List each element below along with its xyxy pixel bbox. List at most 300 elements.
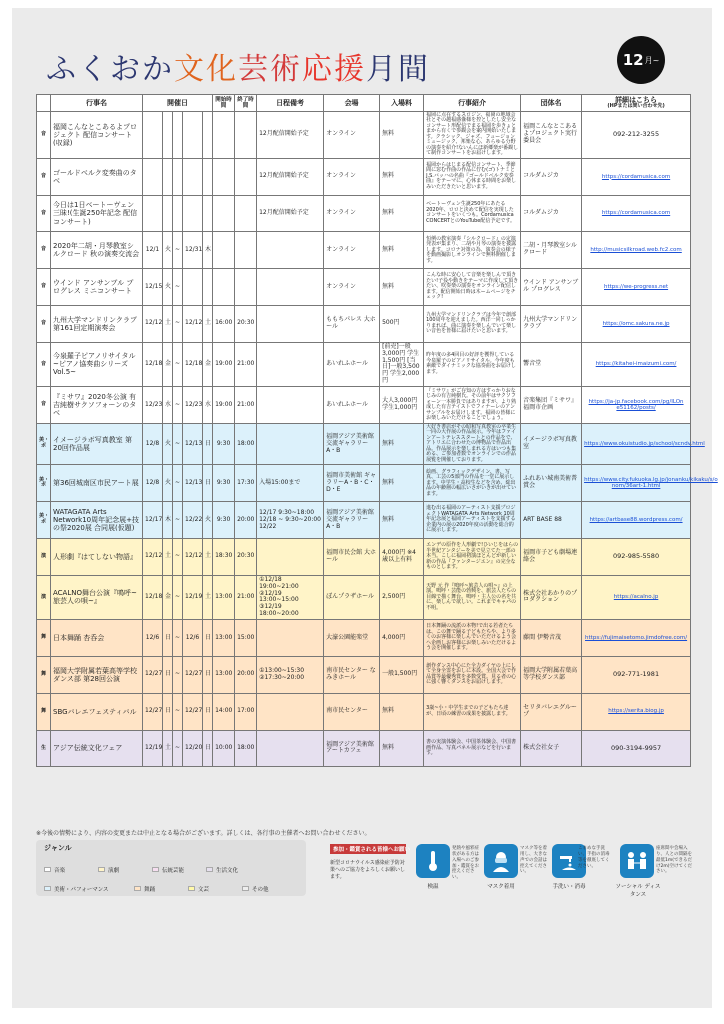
fee: 一般1,500円 — [380, 656, 424, 693]
end-weekday: 日 — [203, 423, 213, 465]
event-name: SBGバレエフェスティバル — [51, 693, 143, 730]
header-date: 開催日 — [143, 95, 213, 112]
end-date: 12/13 — [183, 423, 203, 465]
start-date — [143, 195, 163, 232]
start-weekday: 水 — [163, 387, 173, 424]
social-distance-icon — [620, 844, 654, 878]
start-time: 10:00 — [213, 730, 235, 767]
table-row — [37, 730, 691, 767]
organizer: コルダムジカ — [521, 158, 582, 195]
end-weekday: 木 — [203, 232, 213, 269]
genre-cell: 舞 — [37, 620, 51, 657]
header-end-time: 終了時間 — [235, 95, 257, 112]
end-time: 21:00 — [235, 575, 257, 619]
start-date — [143, 111, 163, 158]
schedule-note — [257, 730, 324, 767]
start-date — [143, 158, 163, 195]
date-tilde: ~ — [173, 269, 183, 306]
description: こんな時に安心して音楽を楽しんで頂きたい!子役や動きをテーマに作成して頂きたい、吹奏楽の演奏をオンライン配信します。配信開始日時は木ームページをチェック! — [424, 269, 521, 306]
event-name: 九州大学マンドリンクラブ第161回定期演奏会 — [51, 305, 143, 342]
page-title: ふくおか文化芸術応援月間 — [46, 52, 430, 87]
start-weekday: 土 — [163, 539, 173, 576]
genre-cell: 音 — [37, 158, 51, 195]
start-date: 12/8 — [143, 465, 163, 502]
genre-cell: 美・ポ — [37, 502, 51, 539]
start-weekday: 火 — [163, 423, 173, 465]
fee: 500円 — [380, 305, 424, 342]
start-time — [213, 269, 235, 306]
date-tilde — [173, 158, 183, 195]
legend-title: ジャンル — [44, 844, 72, 852]
date-tilde: ~ — [173, 575, 183, 619]
fee: 無料 — [380, 195, 424, 232]
description: 3歳~小・中学生までの子どもたち達が、日頃の練習の成果を披露します。 — [424, 693, 521, 730]
event-name: ウインド アンサンブル プログレス ミニコンサート — [51, 269, 143, 306]
legend-item — [188, 885, 232, 893]
start-date: 12/12 — [143, 539, 163, 576]
fee: 無料 — [380, 730, 424, 767]
organizer: イメージラボ写真教室 — [521, 423, 582, 465]
icon-text-handwash: こまめな手洗い、手指の消毒等を徹底してください。 — [578, 846, 610, 869]
start-weekday: 火 — [163, 465, 173, 502]
start-weekday: 金 — [163, 342, 173, 386]
legend-swatch — [242, 886, 249, 891]
fee: 無料 — [380, 232, 424, 269]
organizer: ウインド アンサンブル プログレス — [521, 269, 582, 306]
end-date: 12/6 — [183, 620, 203, 657]
legend-label: 演劇 — [108, 867, 120, 874]
fee: 無料 — [380, 158, 424, 195]
venue: オンライン — [324, 158, 380, 195]
venue: ももちパレス 大ホール — [324, 305, 380, 342]
start-time: 9:30 — [213, 502, 235, 539]
start-date: 12/27 — [143, 693, 163, 730]
genre-cell: 美・ポ — [37, 465, 51, 502]
start-weekday: 日 — [163, 656, 173, 693]
start-weekday: 日 — [163, 693, 173, 730]
venue: オンライン — [324, 111, 380, 158]
table-header-row — [37, 95, 691, 112]
end-time: 21:00 — [235, 387, 257, 424]
header-schedule-note: 日程備考 — [257, 95, 324, 112]
end-time — [235, 111, 257, 158]
legend-swatch — [44, 867, 51, 872]
contact-link[interactable]: https://artbase88.wordpress.com/ — [582, 502, 691, 539]
start-date: 12/27 — [143, 656, 163, 693]
date-tilde: ~ — [173, 620, 183, 657]
start-time — [213, 195, 235, 232]
genre-cell: 演 — [37, 575, 51, 619]
legend-swatch — [206, 867, 213, 872]
date-tilde: ~ — [173, 502, 183, 539]
organizer: 音楽集団『ミサワ』福岡市企画 — [521, 387, 582, 424]
legend-item — [44, 885, 124, 893]
legend-label: 音楽 — [54, 867, 66, 874]
event-name: 『ミサワ』2020冬公演 有吉純樹サクソフォーンのタベ — [51, 387, 143, 424]
description: エンデの原作を人形劇で!ひいじをはらの半世紀アンタジーを美で見立てた一部の本当。こしに福岡初演ほとんどが新しい新の作品『ファンタージエン』の完全なものとします。 — [424, 539, 521, 576]
end-time — [235, 269, 257, 306]
table-row — [37, 539, 691, 576]
description: 日本舞踊の流派の本物!で出る若者たちは、この舞で踊る子どもたちや、より多くのお客様に楽しんでいただけるよう会へ企画しお客様にお楽しみいただけるよう会を開催します。 — [424, 620, 521, 657]
genre-cell: 舞 — [37, 693, 51, 730]
icon-text-temperature: 発熱や風邪症状がある方は入場へのご参加・鑑賞をお控えください。 — [452, 846, 479, 881]
venue: あいれふホール — [324, 387, 380, 424]
description: 大好き書店がその昭和写真教室の卒業生一同の大作展の作品展示。今年はファインアートテレススタートとの作品をで、アトリエに合わせたの博物品で作品出品。作品展示を楽しまれる方はいつも集める、ご参加者数でオンラインでの作品展覧を開催しております。 — [424, 423, 521, 465]
icon-caption-mask: マスク着用 — [487, 884, 515, 890]
date-tilde: ~ — [173, 539, 183, 576]
genre-cell: 舞 — [37, 656, 51, 693]
fee: 無料 — [380, 693, 424, 730]
end-weekday: 日 — [203, 730, 213, 767]
fee: [前売]一般3,000円 学生1,500円 [当日]一般3,500円 学生2,000円 — [380, 342, 424, 386]
organizer: 福岡大学附属若葉高等学校ダンス部 — [521, 656, 582, 693]
contact-link[interactable]: https://we-progress.net — [582, 269, 691, 306]
mask-icon — [484, 844, 518, 878]
start-weekday: 木 — [163, 502, 173, 539]
genre-cell: 音 — [37, 342, 51, 386]
event-name: 今日は1日ベートーヴェン三昧!(生誕250年記念 配信コンサート) — [51, 195, 143, 232]
event-name: 今泉羅子ピアノリサイタル ~ピアノ協奏曲シリーズVol.5~ — [51, 342, 143, 386]
description: 絵画、グラフィックデザイン、書、写真、工芸の5部門の作品を一堂に展示します。中学生・高校生などを含め、総出品の年齢層の幅広いさがいきが出せています。 — [424, 465, 521, 502]
icon-caption-distance: ソーシャル ディスタンス — [615, 884, 661, 898]
description: 創作ダンス中心にた全力ダイヤの上にして全身全霊をおしに本設。全国大会で作品賞等最優秀賞を多数受賞。見る者の心に強く響くダンスをお届けします。 — [424, 656, 521, 693]
start-time: 16:00 — [213, 305, 235, 342]
venue: 南市民センター なみきホール — [324, 656, 380, 693]
contact-phone: 092-985-5580 — [582, 539, 691, 576]
end-weekday — [203, 158, 213, 195]
organizer: 響音堂 — [521, 342, 582, 386]
schedule-note: 入場15:00まで — [257, 465, 324, 502]
end-time — [235, 158, 257, 195]
venue: 福岡市美術館 ギャラリーA・B・C・D・E — [324, 465, 380, 502]
date-tilde: ~ — [173, 656, 183, 693]
date-tilde — [173, 195, 183, 232]
event-name: 人形劇『はてしない物語』 — [51, 539, 143, 576]
schedule-note — [257, 387, 324, 424]
event-name: WATAGATA Arts Network10周年記念展+技の祭2020展 合同展(仮題) — [51, 502, 143, 539]
header-fee: 入場料 — [380, 95, 424, 112]
table-row — [37, 502, 691, 539]
contact-link[interactable]: https://fujimaisetomo.jimdofree.com/ — [582, 620, 691, 657]
contact-link[interactable]: https://kitahei-imaizumi.com/ — [582, 342, 691, 386]
start-weekday: 日 — [163, 620, 173, 657]
end-date — [183, 111, 203, 158]
venue: 福岡アジア美術館 交流ギャラリーA・B — [324, 423, 380, 465]
header-start-time: 開始時間 — [213, 95, 235, 112]
legend-item — [206, 866, 250, 874]
end-weekday — [203, 195, 213, 232]
date-tilde: ~ — [173, 342, 183, 386]
end-date: 12/22 — [183, 502, 203, 539]
event-name: ACALNO舞台公演『鳴呼~旅芸人の唄~』 — [51, 575, 143, 619]
start-weekday: 土 — [163, 730, 173, 767]
event-name: 日本舞踊 杏呑会 — [51, 620, 143, 657]
end-time — [235, 232, 257, 269]
fee: 無料 — [380, 269, 424, 306]
start-time: 9:30 — [213, 465, 235, 502]
request-heading: 参加・鑑賞される皆様へお願い — [330, 844, 406, 854]
end-weekday: 日 — [203, 656, 213, 693]
start-time — [213, 232, 235, 269]
description: 福岡に点在するスロジン、福岡の地域会社とその越福感嚢様を控としたし安全なコンサート形配信でまる福岡を歩きょとまから有くで参観会を案内開始いたします。クラシック、ジャズ、フュージョンミュージック、邦楽な心、あらゆる分野の演奏を紹介!ないんにほ新郷楽が番観して制作コンサートをお届けします。 — [424, 111, 521, 158]
header-description: 行事紹介 — [424, 95, 521, 112]
fee: 4,000円 — [380, 620, 424, 657]
start-time: 14:00 — [213, 693, 235, 730]
description: ベートーヴェン生誕250年にあたる2020年、ロロと決めて配信を実現したコンサートをいくつも。Cordamusica CONCERTとのYouTube配信予定です。 — [424, 195, 521, 232]
organizer: 株式会社女子 — [521, 730, 582, 767]
legend-swatch — [44, 886, 51, 891]
end-time — [235, 195, 257, 232]
legend-label: 舞踊 — [144, 886, 156, 893]
schedule-note — [257, 305, 324, 342]
start-date: 12/17 — [143, 502, 163, 539]
event-name: イメージラボ写真教室 第20回作品展 — [51, 423, 143, 465]
legend-label: その他 — [252, 886, 269, 893]
event-name: アジア伝統文化フェア — [51, 730, 143, 767]
contact-link[interactable]: http://musicsilkroad.web.fc2.com — [582, 232, 691, 269]
description: 天野 元 作『鳴呼~旅芸人の唄~』の上演。鳴呼・芸能の勃興を、旅芸人たちの目線で描く舞台。鳴呼・主人公の名を共に、楽しんで欲しい。これまでキャパの不明。 — [424, 575, 521, 619]
legend-item — [242, 885, 286, 893]
fee: 無料 — [380, 423, 424, 465]
end-weekday: 日 — [203, 620, 213, 657]
contact-link[interactable]: https://ja-jp.facebook.com/pg/ILOn e51162/posts/ — [582, 387, 691, 424]
end-date: 12/13 — [183, 465, 203, 502]
legend-swatch — [188, 886, 195, 891]
table-row — [37, 387, 691, 424]
header-event-name: 行事名 — [51, 95, 143, 112]
contact-phone: 092-771-1981 — [582, 656, 691, 693]
start-time: 13:00 — [213, 656, 235, 693]
description: 昨年度の多4回目の好評を獲得している今泉羅子のピアノリサイタル。今年度も素敵でダイナミックな協奏曲をお届けします。 — [424, 342, 521, 386]
end-weekday: 日 — [203, 693, 213, 730]
start-date: 12/18 — [143, 575, 163, 619]
date-tilde: ~ — [173, 387, 183, 424]
table-row — [37, 269, 691, 306]
schedule-note: 12月配信開始予定 — [257, 158, 324, 195]
table-row — [37, 465, 691, 502]
legend-item — [134, 885, 178, 893]
description: 書の実演体験会、中国茶体験会、中国書画作品、写真パネル展示などを行います。 — [424, 730, 521, 767]
end-weekday: 土 — [203, 539, 213, 576]
start-weekday — [163, 111, 173, 158]
date-tilde: ~ — [173, 693, 183, 730]
venue: 南市民センター — [324, 693, 380, 730]
legend-label: 文芸 — [198, 886, 210, 893]
header-details: 詳細はこちら (HPまたは問い合わせ先) — [582, 95, 691, 112]
organizer: コルダムジカ — [521, 195, 582, 232]
schedule-note — [257, 423, 324, 465]
genre-cell: 演 — [37, 539, 51, 576]
venue: オンライン — [324, 232, 380, 269]
end-date: 12/23 — [183, 387, 203, 424]
start-weekday: 火 — [163, 232, 173, 269]
events-table — [36, 94, 718, 767]
header-venue: 会場 — [324, 95, 380, 112]
fee: 無料 — [380, 465, 424, 502]
legend-swatch — [152, 867, 159, 872]
end-time: 20:00 — [235, 502, 257, 539]
genre-cell: 音 — [37, 195, 51, 232]
table-row — [37, 232, 691, 269]
date-tilde: ~ — [173, 232, 183, 269]
start-time: 19:00 — [213, 342, 235, 386]
contact-link[interactable]: https://www.okuistudio.jp/school/scndv.html — [582, 423, 691, 465]
organizer: 九州大学マンドリンクラブ — [521, 305, 582, 342]
genre-cell: 音 — [37, 269, 51, 306]
start-date: 12/23 — [143, 387, 163, 424]
organizer: 株式会社あかりのプロダクション — [521, 575, 582, 619]
organizer: 福岡市子ども劇場連絡会 — [521, 539, 582, 576]
contact-link[interactable]: https://acalno.jp — [582, 575, 691, 619]
schedule-note: 12月配信開始予定 — [257, 195, 324, 232]
fee: 無料 — [380, 111, 424, 158]
schedule-note — [257, 269, 324, 306]
end-weekday: 土 — [203, 575, 213, 619]
end-weekday: 火 — [203, 502, 213, 539]
fee: 2,500円 — [380, 575, 424, 619]
venue: 福岡アジア美術館 交流ギャラリーA・B — [324, 502, 380, 539]
end-time: 21:00 — [235, 342, 257, 386]
end-date: 12/12 — [183, 305, 203, 342]
fee: 大人3,000円 学生1,000円 — [380, 387, 424, 424]
date-tilde: ~ — [173, 730, 183, 767]
end-date: 12/27 — [183, 656, 203, 693]
description: 福岡からはじまる配信コンサート、季節間に窓む作曲の作品に佇む(ゴ)トナミとJ.S.バッハの名曲『ゴールドベルク変奏曲』をテーマに、心休まる時間をお楽しみいただきたいと思います。 — [424, 158, 521, 195]
start-date: 12/15 — [143, 269, 163, 306]
table-row — [37, 423, 691, 465]
start-time: 9:30 — [213, 423, 235, 465]
end-time: 17:30 — [235, 465, 257, 502]
schedule-note — [257, 539, 324, 576]
schedule-note — [257, 342, 324, 386]
event-name: 第36回城南区市民アート展 — [51, 465, 143, 502]
end-date: 12/18 — [183, 342, 203, 386]
event-name: 2020年二胡・月琴教室シルクロード 秋の演奏交流会 — [51, 232, 143, 269]
thermometer-icon — [416, 844, 450, 878]
month-badge: 12 月~ — [617, 36, 665, 84]
schedule-note: ①12/18 19:00~21:00 ②12/19 13:00~15:00 ③12/19 18:00~20:00 — [257, 575, 324, 619]
venue: オンライン — [324, 269, 380, 306]
date-tilde: ~ — [173, 305, 183, 342]
end-date — [183, 158, 203, 195]
genre-cell: 音 — [37, 387, 51, 424]
table-row — [37, 158, 691, 195]
start-time: 13:00 — [213, 620, 235, 657]
genre-cell: 生 — [37, 730, 51, 767]
request-body: 新型コロナウイルス感染症予防対策へのご協力をよろしくお願いします。 — [330, 860, 406, 880]
icon-caption-handwash: 手洗い・消毒 — [552, 884, 586, 890]
venue: 大濠公園能楽堂 — [324, 620, 380, 657]
end-weekday: 日 — [203, 465, 213, 502]
end-date: 12/19 — [183, 575, 203, 619]
table-row — [37, 342, 691, 386]
start-date: 12/1 — [143, 232, 163, 269]
start-date: 12/18 — [143, 342, 163, 386]
organizer: ふれあい城南美術普賞会 — [521, 465, 582, 502]
event-name: 福岡こんなとこあるよプロジェクト 配信コンサート(収録) — [51, 111, 143, 158]
description: 恒例の教室演奏『シルクロード』の定演発表が集まり、二胡や月琴の演奏を披露します。コロナ対策の為、演奏会の様子を動画撮影しオンラインで無料開催します。 — [424, 232, 521, 269]
fee: 無料 — [380, 502, 424, 539]
contact-link[interactable]: https://www.city.fukuoka.lg.jp/jonanku/kikaku/s/o nom/36art-1.html — [582, 465, 691, 502]
organizer: 二胡・月琴教室シルクロード — [521, 232, 582, 269]
icon-caption-temperature: 検温 — [427, 884, 439, 890]
date-tilde — [173, 111, 183, 158]
venue: あいれふホール — [324, 342, 380, 386]
contact-phone: 092-212-3255 — [582, 111, 691, 158]
organizer: 福岡こんなとこあるよプロジェクト実行委員会 — [521, 111, 582, 158]
header-organizer: 団体名 — [521, 95, 582, 112]
genre-cell: 音 — [37, 111, 51, 158]
start-time: 13:00 — [213, 575, 235, 619]
end-weekday: 土 — [203, 305, 213, 342]
legend-swatch — [98, 867, 105, 872]
contact-link[interactable]: https://serita.biog.jp — [582, 693, 691, 730]
start-weekday — [163, 195, 173, 232]
end-time: 20:30 — [235, 539, 257, 576]
venue: ぽんプラザホール — [324, 575, 380, 619]
start-date: 12/8 — [143, 423, 163, 465]
end-weekday: 水 — [203, 387, 213, 424]
start-weekday: 土 — [163, 305, 173, 342]
event-name: 福岡大学附属若葉高等学校ダンス部 第28回公演 — [51, 656, 143, 693]
table-row — [37, 195, 691, 232]
genre-cell: 美・ポ — [37, 423, 51, 465]
schedule-note: 12月配信開始予定 — [257, 111, 324, 158]
end-date: 12/20 — [183, 730, 203, 767]
venue: 福岡市民会館 大ホール — [324, 539, 380, 576]
legend-item — [152, 866, 196, 874]
venue: オンライン — [324, 195, 380, 232]
schedule-note — [257, 693, 324, 730]
genre-legend — [36, 840, 306, 896]
contact-link[interactable]: https://cordamusica.com — [582, 158, 691, 195]
legend-item — [44, 866, 88, 874]
fee: 4,000円 ※4歳以上有料 — [380, 539, 424, 576]
description: 九州大学マンドリンクラブは今年で創部100周年を迎えました。西洋一同しっかりまれば、曲に演奏を楽しんでいて楽しい音色を皆様に届けたいと思います。 — [424, 305, 521, 342]
legend-item — [98, 866, 142, 874]
start-weekday — [163, 158, 173, 195]
venue: 福岡アジア美術館 アートカフェ — [324, 730, 380, 767]
start-time — [213, 158, 235, 195]
request-box — [330, 844, 411, 881]
table-row — [37, 305, 691, 342]
icon-text-mask: マスク等を着用し、大きな声での会話は控えてください。 — [520, 846, 547, 875]
end-time: 20:30 — [235, 305, 257, 342]
organizer: 藤間 伊勢音茂 — [521, 620, 582, 657]
end-date — [183, 269, 203, 306]
contact-link[interactable]: https://cordamusica.com — [582, 195, 691, 232]
end-weekday — [203, 269, 213, 306]
table-row — [37, 111, 691, 158]
end-time: 17:00 — [235, 693, 257, 730]
legend-label: 美術・パフォーマンス — [54, 886, 109, 893]
end-date — [183, 195, 203, 232]
end-date: 12/31 — [183, 232, 203, 269]
end-time: 18:00 — [235, 423, 257, 465]
organizer: セリタバレエグループ — [521, 693, 582, 730]
contact-link[interactable]: https://omc.sakura.ne.jp — [582, 305, 691, 342]
schedule-note: ①13:00~15:30 ②17:30~20:00 — [257, 656, 324, 693]
genre-cell: 音 — [37, 232, 51, 269]
start-weekday: 金 — [163, 575, 173, 619]
disclaimer-note: ※今後の情勢により、内容の変更または中止となる場合がございます。詳しくは、各行事の主催者へお問い合わせください。 — [36, 830, 371, 837]
legend-label: 生活文化 — [216, 867, 239, 874]
legend-swatch — [134, 886, 141, 891]
end-weekday — [203, 111, 213, 158]
genre-cell: 音 — [37, 305, 51, 342]
end-date: 12/12 — [183, 539, 203, 576]
start-date: 12/19 — [143, 730, 163, 767]
